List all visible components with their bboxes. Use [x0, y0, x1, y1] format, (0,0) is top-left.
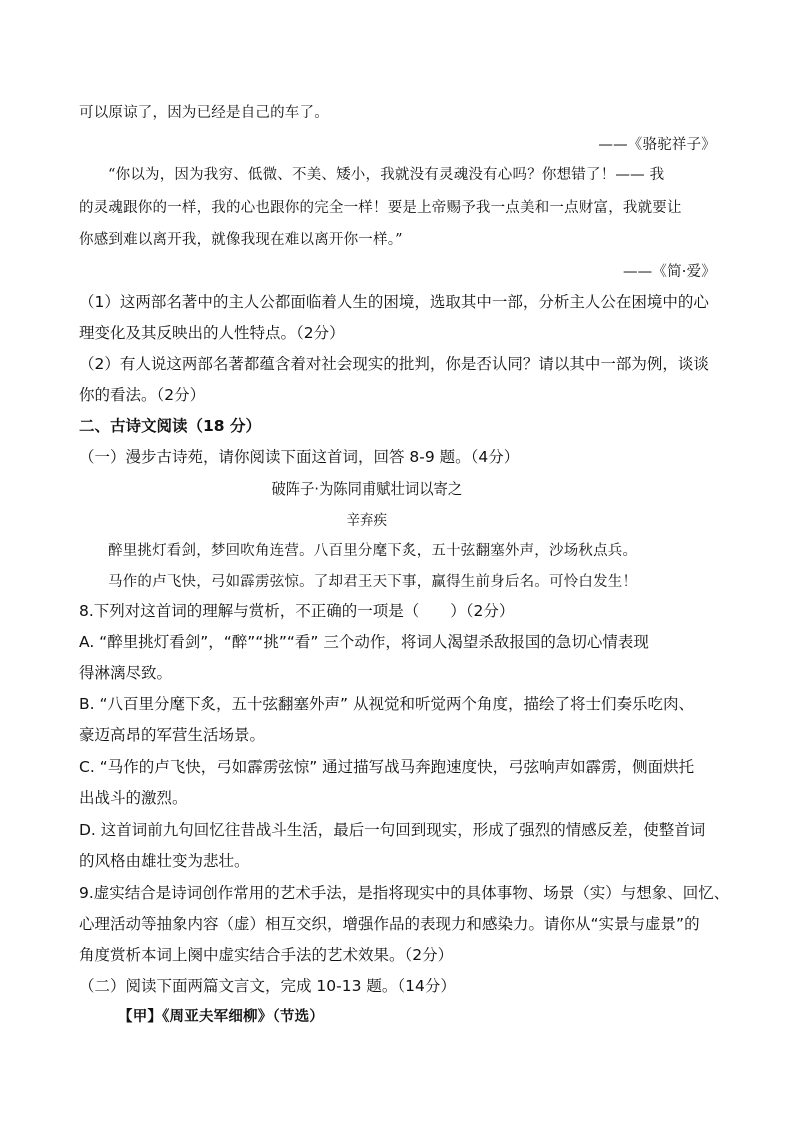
poem-line-2: 马作的卢飞快，弓如霹雳弦惊。了却君王天下事，赢得生前身后名。可怜白发生！	[108, 574, 638, 590]
excerpt1-source: ——《骆驼祥子》	[598, 137, 716, 153]
q7-sub1-line-2: 理变化及其反映出的人性特点。（2分）	[79, 324, 345, 342]
excerpt1-line: 可以原谅了，因为已经是自己的车了。	[79, 105, 329, 121]
text-a-title: 【甲】《周亚夫军细柳》（节选）	[118, 1008, 324, 1025]
excerpt2-source: ——《简·爱》	[622, 264, 716, 280]
q7-sub2-line-1: （2）有人说这两部名著都蕴含着对社会现实的批判，你是否认同？请以其中一部为例，谈谈	[79, 355, 709, 373]
q9-line-1: 9.虚实结合是诗词创作常用的艺术手法，是指将现实中的具体事物、场景（实）与想象、回忆、	[79, 884, 730, 902]
q8-option-c-line-1: C. “马作的卢飞快，弓如霹雳弦惊” 通过描写战马奔跑速度快，弓弦响声如霹雳，侧面烘托	[79, 758, 695, 776]
q7-sub1-line-1: （1）这两部名著中的主人公都面临着人生的困境，选取其中一部，分析主人公在困境中的心	[79, 293, 709, 311]
section-heading: 二、古诗文阅读（18 分）	[79, 417, 261, 435]
q7-sub2-line-2: 你的看法。（2分）	[79, 386, 206, 404]
poem-author: 辛弃疾	[346, 513, 388, 529]
q8-option-b-line-2: 豪迈高昂的军营生活场景。	[79, 726, 266, 744]
q8-stem: 8.下列对这首词的理解与赏析，不正确的一项是（ ）（2分）	[79, 602, 515, 620]
excerpt2-line-3: 你感到难以离开我，就像我现在难以离开你一样。”	[79, 232, 403, 248]
q8-option-c-line-2: 出战斗的激烈。	[79, 789, 188, 807]
excerpt2-line-2: 的灵魂跟你的一样，我的心也跟你的完全一样！要是上帝赐予我一点美和一点财富，我就要让	[79, 200, 682, 216]
q8-option-a-line-2: 得淋漓尽致。	[79, 664, 173, 682]
poem-title: 破阵子·为陈同甫赋壮词以寄之	[271, 480, 463, 498]
q8-option-d-line-2: 的风格由雄壮变为悲壮。	[79, 852, 250, 870]
q9-line-3: 角度赏析本词上阕中虚实结合手法的艺术效果。（2分）	[79, 946, 454, 964]
q8-option-a-line-1: A. “醉里挑灯看剑”，“醉”“挑”“看” 三个动作，将词人渴望杀敌报国的急切心情表现	[79, 633, 649, 651]
part1-heading: （一）漫步古诗苑，请你阅读下面这首词，回答 8-9 题。（4分）	[79, 448, 520, 466]
poem-line-1: 醉里挑灯看剑，梦回吹角连营。八百里分麾下炙，五十弦翻塞外声，沙场秋点兵。	[108, 543, 638, 559]
excerpt2-line-1: “你以为，因为我穷、低微、不美、矮小，我就没有灵魂没有心吗？你想错了！—— 我	[108, 167, 665, 183]
part2-heading: （二）阅读下面两篇文言文，完成 10-13 题。（14分）	[79, 977, 456, 995]
q8-option-b-line-1: B. “八百里分麾下炙，五十弦翻塞外声” 从视觉和听觉两个角度，描绘了将士们奏乐吃肉、	[79, 695, 694, 713]
q9-line-2: 心理活动等抽象内容（虚）相互交织，增强作品的表现力和感染力。请你从“实景与虚景”的	[79, 915, 700, 933]
q8-option-d-line-1: D. 这首词前九句回忆往昔战斗生活，最后一句回到现实，形成了强烈的情感反差，使整首词	[79, 821, 706, 839]
